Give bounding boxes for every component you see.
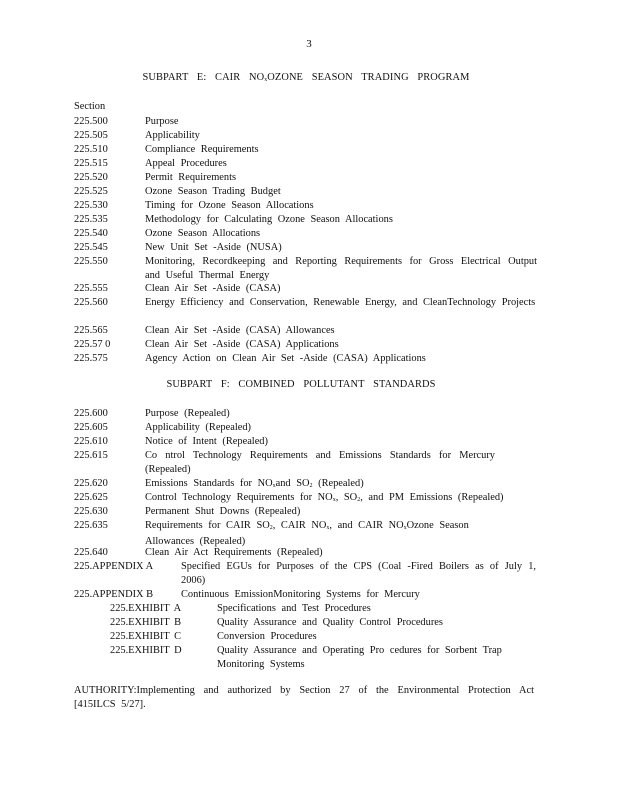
subpart-f-heading: SUBPART F: COMBINED POLLUTANT STANDARDS — [166, 379, 436, 390]
section-title: Permanent Shut Downs (Repealed) — [145, 506, 301, 517]
section-title: Monitoring, Recordkeeping and Reporting Requirements for Gross Electrical Output and Useful Thermal Energy — [145, 256, 537, 281]
section-title: Applicability — [145, 130, 200, 141]
section-title: Control Technology Requirements for $NO_x$, $SO_2$, and PM Emissions (Repealed) — [145, 492, 504, 503]
section-number: 225.560 — [74, 297, 108, 308]
section-number: 225.625 — [74, 492, 108, 503]
authority-note: AUTHORITY:Implementing and authorized by Section 27 of the Environmental Protection Act [415ILCS 5/27]. — [74, 685, 534, 710]
section-number: 225.640 — [74, 547, 108, 558]
exhibit-title: Quality Assurance and Operating Pro cedures for Sorbent Trap Monitoring Systems — [217, 645, 502, 670]
section-number: 225.575 — [74, 353, 108, 364]
section-number: 225.605 — [74, 422, 108, 433]
section-title: Compliance Requirements — [145, 144, 259, 155]
section-number: 225.610 — [74, 436, 108, 447]
subpart-e-heading: SUBPART E: CAIR $NO_xOZONE$ SEASON TRADING PROGRAM — [142, 72, 470, 83]
section-title: Ozone Season Allocations — [145, 228, 261, 239]
section-number: 225.515 — [74, 158, 108, 169]
section-number: 225.630 — [74, 506, 108, 517]
section-title: Notice of Intent (Repealed) — [145, 436, 268, 447]
section-label: Section — [74, 101, 106, 112]
exhibit-title: Quality Assurance and Quality Control Procedures — [217, 617, 443, 628]
section-title: Clean Air Act Requirements (Repealed) — [145, 547, 323, 558]
section-number: 225.615 — [74, 450, 108, 461]
section-title: Purpose — [145, 116, 179, 127]
section-number: 225.535 — [74, 214, 108, 225]
page-number: 3 — [306, 38, 312, 50]
section-number: 225.600 — [74, 408, 108, 419]
section-title: Clean Air Set -Aside (CASA) Applications — [145, 339, 339, 350]
section-title: Agency Action on Clean Air Set -Aside (CASA) Applications — [145, 353, 426, 364]
section-title: Requirements for CAIR $SO_2$, CAIR $NO_x$, and CAIR $NO_xOzone$ Season Allowances (Repealed) — [145, 520, 469, 547]
section-number: 225.525 — [74, 186, 108, 197]
section-number: 225.620 — [74, 478, 108, 489]
section-title: Permit Requirements — [145, 172, 237, 183]
exhibit-number: 225.EXHIBIT B — [110, 617, 182, 628]
section-title: Ozone Season Trading Budget — [145, 186, 281, 197]
section-title: Emissions Standards for $NO_xand$ $SO_2$ (Repealed) — [145, 478, 364, 489]
exhibit-number: 225.EXHIBIT C — [110, 631, 182, 642]
section-number: 225.APPENDIX B — [74, 589, 154, 600]
exhibit-number: 225.EXHIBIT D — [110, 645, 182, 656]
section-title: Appeal Procedures — [145, 158, 227, 169]
section-number: 225.550 — [74, 256, 108, 267]
exhibit-title: Specifications and Test Procedures — [217, 603, 371, 614]
section-number: 225.APPENDIX A — [74, 561, 154, 572]
section-title: Energy Efficiency and Conservation, Renewable Energy, and CleanTechnology Projects — [145, 297, 536, 308]
section-title: Continuous EmissionMonitoring Systems for Mercury — [181, 589, 420, 600]
section-title: New Unit Set -Aside (NUSA) — [145, 242, 282, 253]
section-number: 225.520 — [74, 172, 108, 183]
section-number: 225.635 — [74, 520, 108, 531]
section-title: Co ntrol Technology Requirements and Emissions Standards for Mercury (Repealed) — [145, 450, 495, 475]
section-title: Specified EGUs for Purposes of the CPS (Coal -Fired Boilers as of July 1, 2006) — [181, 561, 536, 586]
section-number: 225.540 — [74, 228, 108, 239]
section-number: 225.530 — [74, 200, 108, 211]
section-title: Clean Air Set -Aside (CASA) Allowances — [145, 325, 335, 336]
section-number: 225.565 — [74, 325, 108, 336]
section-title: Timing for Ozone Season Allocations — [145, 200, 314, 211]
section-number: 225.505 — [74, 130, 108, 141]
section-title: Applicability (Repealed) — [145, 422, 252, 433]
section-number: 225.500 — [74, 116, 108, 127]
section-number: 225.57 0 — [74, 339, 111, 350]
section-number: 225.545 — [74, 242, 108, 253]
exhibit-title: Conversion Procedures — [217, 631, 317, 642]
section-number: 225.510 — [74, 144, 108, 155]
section-title: Purpose (Repealed) — [145, 408, 230, 419]
exhibit-number: 225.EXHIBIT A — [110, 603, 182, 614]
section-title: Clean Air Set -Aside (CASA) — [145, 283, 281, 294]
section-number: 225.555 — [74, 283, 108, 294]
section-title: Methodology for Calculating Ozone Season Allocations — [145, 214, 393, 225]
